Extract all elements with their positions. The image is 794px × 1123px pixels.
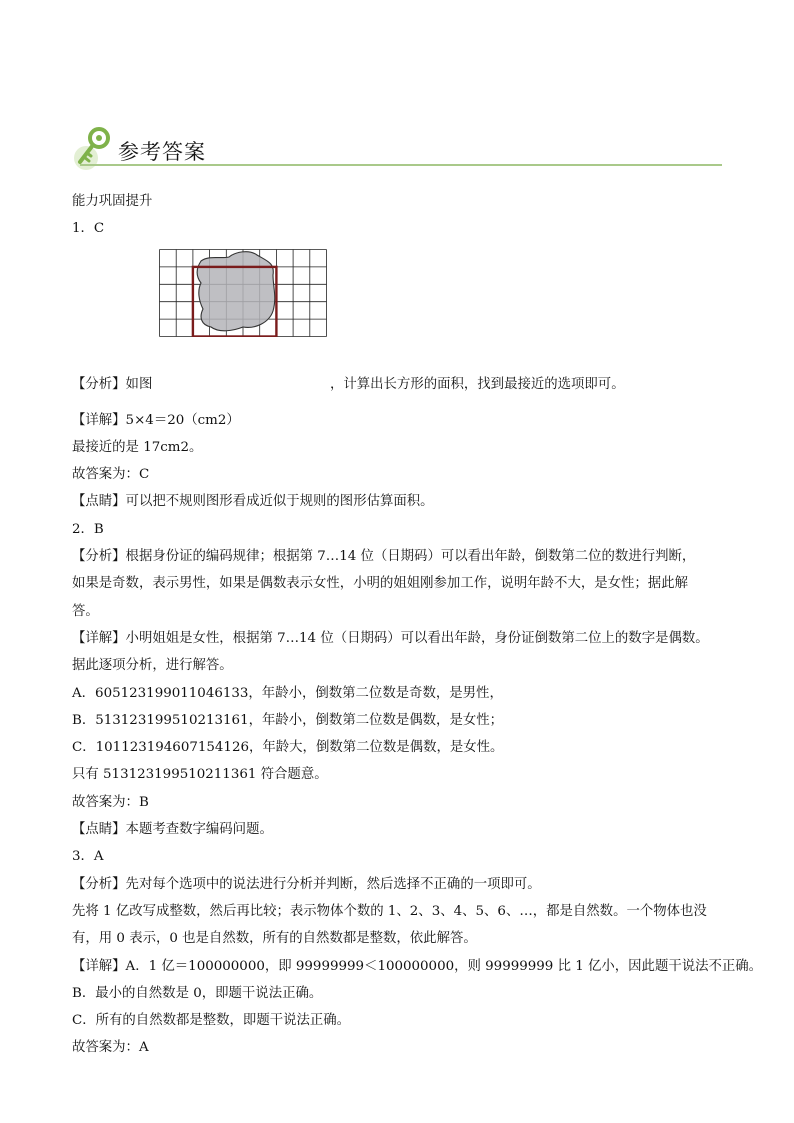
q1-detail: 【详解】5×4＝20（cm2）: [72, 412, 240, 428]
q1-analysis-prefix: 【分析】如图: [72, 377, 153, 393]
q2-comment: 【点睛】本题考查数字编码问题。: [72, 822, 273, 838]
q1-comment: 【点睛】可以把不规则图形看成近似于规则的图形估算面积。: [72, 494, 434, 510]
q1-answer: 1．C: [72, 221, 105, 237]
q2-analysis-2: 如果是奇数，表示男性，如果是偶数表示女性，小明的姐姐刚参加工作，说明年龄不大，是女性；据此解: [72, 576, 688, 592]
section-title: 能力巩固提升: [72, 194, 153, 209]
q2-detail-2: 据此逐项分析，进行解答。: [72, 658, 233, 674]
irregular-shape: [197, 251, 275, 330]
q2-option-a: A．605123199011046133，年龄小，倒数第二位数是奇数，是男性，: [72, 685, 503, 701]
q2-option-b: B．513123199510213161，年龄小，倒数第二位数是偶数，是女性；: [72, 712, 504, 728]
answer-content: [72, 188, 763, 1062]
q3-detail-b: B．最小的自然数是 0，即题干说法正确。: [72, 985, 323, 1001]
q3-answer: 3．A: [72, 849, 104, 865]
q1-analysis: [72, 243, 732, 407]
q3-detail-a: 【详解】A．1 亿＝100000000，即 99999999＜100000000，则 99999999 比 1 亿小，因此题干说法不正确。: [72, 958, 763, 974]
q2-analysis-1: 【分析】根据身份证的编码规律；根据第 7…14 位（日期码）可以看出年龄，倒数第二位的数进行判断，: [72, 549, 696, 565]
q2-option-c: C．101123194607154126，年龄大，倒数第二位数是偶数，是女性。: [72, 740, 504, 756]
q2-only: 只有 513123199510211361 符合题意。: [72, 767, 328, 783]
q3-text-2: 有，用 0 表示，0 也是自然数，所有的自然数都是整数，依此解答。: [72, 931, 477, 947]
q3-analysis: 【分析】先对每个选项中的说法进行分析并判断，然后选择不正确的一项即可。: [72, 876, 541, 892]
q3-text-1: 先将 1 亿改写成整数，然后再比较；表示物体个数的 1、2、3、4、5、6、…，都是自然数。一个物体也没: [72, 903, 707, 919]
q1-conclusion: 故答案为：C: [72, 467, 150, 483]
q2-detail-1: 【详解】小明姐姐是女性，根据第 7…14 位（日期码）可以看出年龄，身份证倒数第二位上的数字是偶数。: [72, 630, 709, 646]
header-title: 参考答案: [118, 140, 206, 164]
grid-figure: [159, 249, 327, 337]
q1-analysis-suffix: ，计算出长方形的面积，找到最接近的选项即可。: [330, 377, 625, 393]
q3-detail-c: C．所有的自然数都是整数，即题干说法正确。: [72, 1013, 351, 1029]
q2-conclusion: 故答案为：B: [72, 794, 149, 810]
header-divider: [80, 164, 722, 166]
q1-nearest: 最接近的是 17cm2。: [72, 439, 203, 455]
q2-answer: 2．B: [72, 521, 104, 537]
q3-conclusion: 故答案为：A: [72, 1040, 149, 1056]
q2-analysis-3: 答。: [72, 603, 99, 619]
answer-header: [72, 124, 722, 170]
